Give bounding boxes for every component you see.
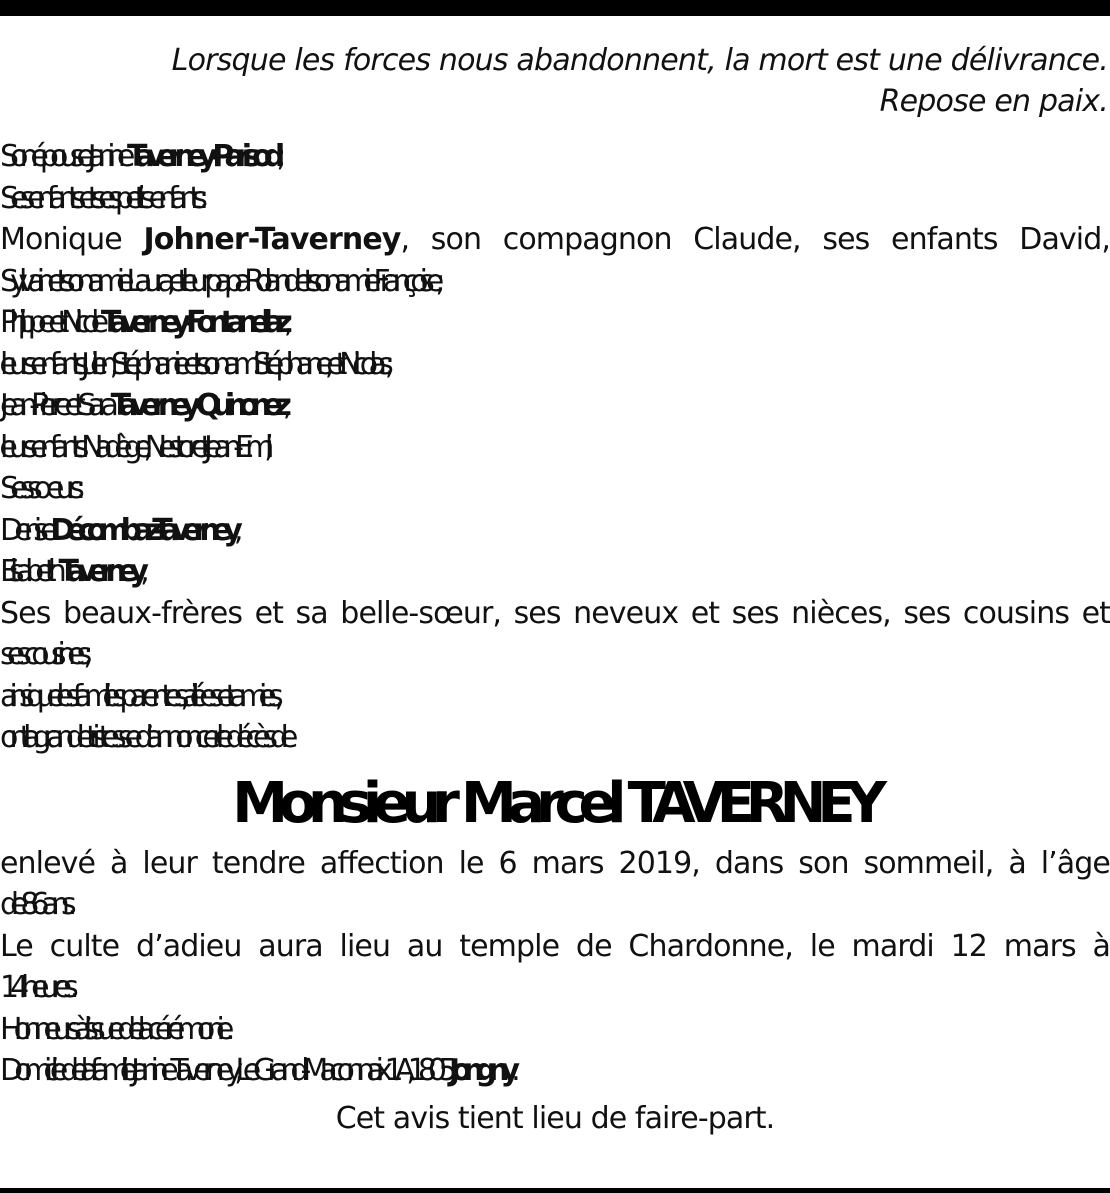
child-philippe-children-line: leurs enfants Julien, Stéphanie et son ami Stéphane, et Nicolas;	[0, 346, 387, 382]
child-philippe-prefix: Philippe et Nicole	[0, 305, 101, 340]
relatives-line: ainsi que les familles parentes, alliées et amies,	[0, 678, 276, 714]
sister-elisabeth-surname: Taverney	[58, 554, 141, 589]
children-heading: Ses enfants et ses petits-enfants:	[0, 180, 201, 216]
child-jeanpierre-prefix: Jean-Pierre et Sara	[0, 388, 111, 423]
spouse-suffix: ;	[276, 139, 278, 174]
obituary-notice	[0, 40, 1110, 1139]
sister-denise-prefix: Denise	[0, 512, 51, 548]
epigraph	[0, 40, 1110, 122]
sister-elisabeth-suffix: ;	[140, 554, 142, 589]
bottom-border-rule	[0, 1188, 1110, 1193]
death-date-line: enlevé à leur tendre affection le 6 mars 2019, dans son sommeil, à l’âge	[0, 845, 1110, 881]
family-address-suffix: .	[511, 1053, 512, 1088]
age-line: de 86 ans.	[0, 887, 69, 922]
sisters-heading: Ses sœurs:	[0, 471, 78, 506]
child-monique-suffix: , son compagnon Claude, ses enfants David,	[400, 222, 1110, 257]
service-time-line: 14 heures.	[0, 970, 71, 1005]
closing-note: Cet avis tient lieu de faire-part.	[335, 1100, 775, 1136]
child-philippe-suffix: ,	[283, 305, 285, 340]
child-jeanpierre-line	[0, 385, 1110, 427]
child-monique-surname: Johner-Taverney	[143, 222, 401, 257]
announcement-line: ont la grande tristesse d’annoncer le décès de	[0, 720, 290, 755]
sister-elisabeth-line	[0, 551, 1110, 593]
child-monique-line	[0, 219, 1110, 261]
family-list	[0, 136, 1110, 759]
sister-denise-suffix: ;	[233, 512, 236, 548]
child-philippe-line	[0, 302, 1110, 344]
child-jeanpierre-children-line: leurs enfants Nadège, Nestor et Jean-Emil;	[0, 429, 266, 465]
extended-family-line: Ses beaux-frères et sa belle-sœur, ses neveux et ses nièces, ses cousins et	[0, 595, 1110, 631]
top-border-rule	[0, 0, 1110, 16]
honours-line: Honneurs à l’issue de la cérémonie.	[0, 1011, 227, 1047]
extended-family-line-2: ses cousines;	[0, 637, 85, 672]
child-jeanpierre-suffix: ,	[282, 388, 284, 423]
sister-elisabeth-prefix: Elisabeth	[0, 554, 59, 589]
child-philippe-surname: Taverney-Fontanellaz	[100, 305, 284, 340]
deceased-name: Monsieur Marcel TAVERNEY	[232, 770, 878, 836]
child-monique-family-line: Sylvain et son amie Laura, et leur papa Roland et son amie Françoise;	[0, 263, 437, 299]
epigraph-line-2: Repose en paix.	[879, 84, 1108, 119]
service-line: Le culte d’adieu aura lieu au temple de Chardonne, le mardi 12 mars à	[0, 928, 1110, 964]
family-address-text: Domicile de la famille: Janine Taverney, Le Grand-Maconnaix 1A, 1805	[0, 1053, 450, 1088]
child-monique-prefix: Monique	[0, 222, 144, 257]
sister-denise-surname: Décombaz-Taverney	[50, 512, 234, 548]
epigraph-line-1: Lorsque les forces nous abandonnent, la mort est une délivrance.	[171, 43, 1108, 78]
spouse-prefix: Son épouse: Janine	[0, 139, 128, 174]
spouse-line	[0, 136, 1110, 178]
family-address-line	[0, 1050, 1110, 1092]
child-jeanpierre-surname: Taverney-Quinonez	[110, 388, 283, 423]
funeral-details	[0, 843, 1110, 1092]
family-address-town: Jongny	[449, 1053, 512, 1088]
spouse-surname: Taverney-Parisod	[127, 139, 277, 174]
sister-denise-line	[0, 510, 1110, 552]
